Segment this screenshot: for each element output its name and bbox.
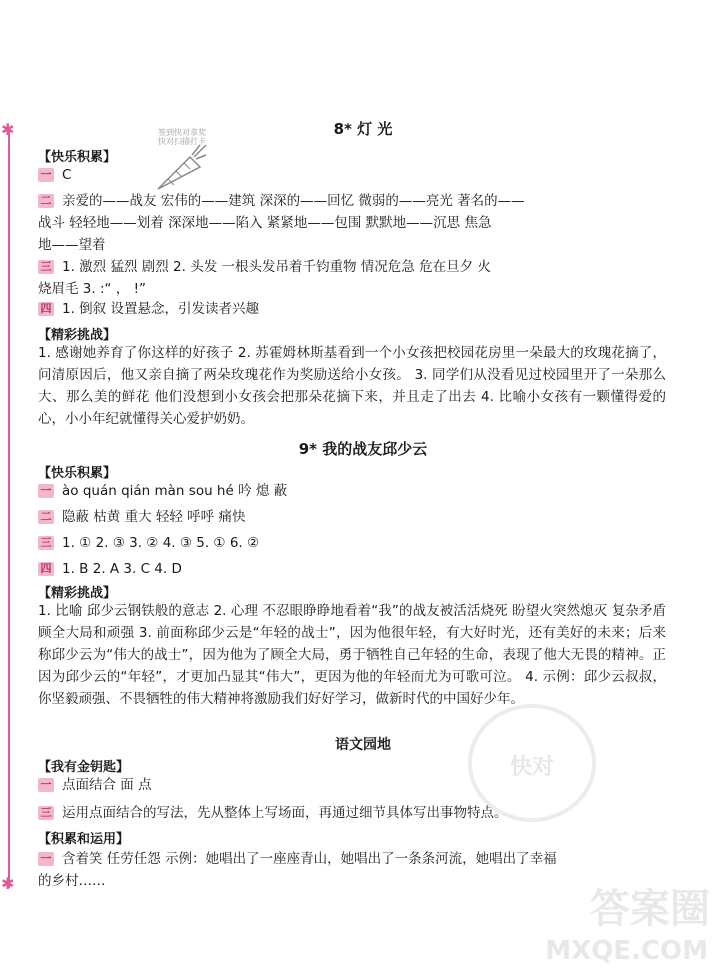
lesson8-accumulation-header: 【快乐积累】 xyxy=(38,150,117,165)
margin-star-top: ✱ xyxy=(1,120,15,139)
lesson9-item-3-text: 1. ① 2. ③ 3. ② 4. ③ 5. ① 6. ② xyxy=(62,535,260,551)
lesson9-item-3 xyxy=(38,532,678,554)
badge-three: 三 xyxy=(38,536,54,550)
lesson8-item-1-text: C xyxy=(62,167,72,183)
lesson8-challenge-text: 1. 感谢她养育了你这样的好孩子 2. 苏霍姆林斯基看到一个小女孩把校园花房里一朵最大的玫瑰花摘了，问清原因后，他又亲自摘了两朵玫瑰花作为奖励送给小女孩。 3. 同学们从没看见过校园里开了一朵那么大、那么美的鲜花 他们没想到小女孩会把那朵花摘下来，并且走了出去 4. 比喻小女孩有一颗懂得爱的心，小小年纪就懂得关心爱护奶奶。 xyxy=(38,345,666,427)
lesson8-item-2 xyxy=(38,190,678,212)
yuwen-item-3-text: 运用点面结合的写法，先从整体上写场面，再通过细节具体写出事物特点。 xyxy=(62,805,508,821)
lesson9-item-2-text: 隐蔽 枯黄 重大 轻轻 呼呼 痛快 xyxy=(62,509,246,525)
lesson8-item-2-b: 战斗 轻轻地——划着 深深地——陷入 紧紧地——包围 默默地——沉思 焦急 xyxy=(38,215,492,231)
stamp-watermark-text: 快对 xyxy=(510,755,555,780)
badge-one: 一 xyxy=(38,484,54,498)
margin-line xyxy=(8,128,10,888)
lesson8-item-3-text-a: 1. 激烈 猛烈 剧烈 2. 头发 一根头发吊着千钧重物 情况危急 危在旦夕 火 xyxy=(62,259,491,275)
lesson9-item-1 xyxy=(38,480,678,502)
yuwen-item-1-text: 点面结合 面 点 xyxy=(62,777,152,793)
lesson9-accumulation-header: 【快乐积累】 xyxy=(38,466,117,481)
yuwen-item-3 xyxy=(38,802,678,824)
lesson8-item-2-text-a: 亲爱的——战友 宏伟的——建筑 深深的——回忆 微弱的——亮光 著名的—— xyxy=(62,193,525,209)
badge-four: 四 xyxy=(38,562,54,576)
lesson9-challenge-text: 1. 比喻 邱少云钢铁般的意志 2. 心理 不忍眼睁睁地看着“我”的战友被活活烧死 盼望火突然熄灭 复杂矛盾 顾全大局和顽强 3. 前面称邱少云是“年轻的战士”，因为他很年轻，有大好时光，还有美好的未来；后来称邱少云为“伟大的战士”，因为他为了顾全大局，勇于牺牲自己年轻的生命，表现了他大无畏的精神。正因为邱少云的“年轻”，才更加凸显其“伟大”，更因为他的年轻而尤为可歌可泣。 4. 示例：邱少云叔叔，你坚毅顽强、不畏牺牲的伟大精神将激励我们好好学习，做新时代的中国好少年。 xyxy=(38,603,666,707)
lesson9-title: 9* 我的战友邱少云 xyxy=(298,440,428,458)
badge-two: 二 xyxy=(38,194,54,208)
lesson8-item-3-b: 烧眉毛 3. :“ ， !” xyxy=(38,281,146,297)
yuwen-item-4-b: 的乡村…… xyxy=(38,873,106,889)
badge-one: 一 xyxy=(38,168,54,182)
badge-two: 二 xyxy=(38,510,54,524)
lesson8-challenge-header: 【精彩挑战】 xyxy=(38,328,117,343)
yuwen-apply-header: 【积累和运用】 xyxy=(38,832,130,847)
yuwen-title: 语文园地 xyxy=(335,737,391,753)
lesson9-item-1-text: ào quán qián màn sou hé 吟 熄 蔽 xyxy=(62,483,288,499)
lesson8-item-4 xyxy=(38,298,678,320)
carrot-caption: 签到快对拿奖 快对扫描打卡 xyxy=(158,128,206,146)
lesson9-item-2 xyxy=(38,506,678,528)
margin-star-bottom: ✱ xyxy=(1,874,15,893)
lesson8-item-3 xyxy=(38,256,678,278)
yuwen-item-4-text-a: 含着笑 任劳任怨 示例：她唱出了一座座青山，她唱出了一条条河流，她唱出了幸福 xyxy=(62,851,557,867)
lesson9-item-4 xyxy=(38,558,678,580)
badge-one: 一 xyxy=(38,852,54,866)
badge-three: 三 xyxy=(38,806,54,820)
badge-four: 四 xyxy=(38,302,54,316)
yuwen-keys-header: 【我有金钥匙】 xyxy=(38,760,130,775)
lesson9-item-4-text: 1. B 2. A 3. C 4. D xyxy=(62,561,182,577)
lesson9-challenge-header: 【精彩挑战】 xyxy=(38,586,117,601)
lesson8-item-1 xyxy=(38,164,678,186)
lesson8-item-2-c: 地——望着 xyxy=(38,237,106,253)
url-watermark: MXQE.COM xyxy=(545,936,708,966)
lesson8-title: 8* 灯 光 xyxy=(333,120,393,138)
lesson8-item-4-text: 1. 倒叙 设置悬念，引发读者兴趣 xyxy=(62,301,259,317)
answer-watermark: 答案圈 xyxy=(590,886,710,932)
yuwen-item-4 xyxy=(38,848,678,870)
badge-one: 一 xyxy=(38,778,54,792)
badge-three: 三 xyxy=(38,260,54,274)
